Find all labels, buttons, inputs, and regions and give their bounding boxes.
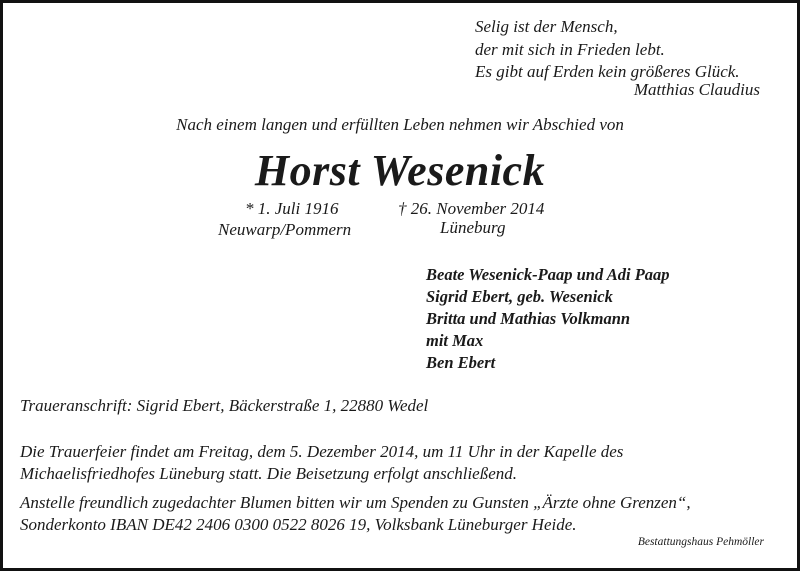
donation-line: Sonderkonto IBAN DE42 2406 0300 0522 8026 19, Volksbank Lüneburger Heide. xyxy=(20,515,577,534)
quote-line: Selig ist der Mensch, xyxy=(475,17,618,36)
donation-line: Anstelle freundlich zugedachter Blumen bitten wir um Spenden zu Gunsten „Ärzte ohne Grenzen“, xyxy=(20,493,691,512)
epigraph-quote xyxy=(475,16,740,84)
funeral-home-credit: Bestattungshaus Pehmöller xyxy=(637,536,764,548)
mourner-name: mit Max xyxy=(426,331,484,350)
birth-date: * 1. Juli 1916 xyxy=(245,199,339,218)
quote-line: der mit sich in Frieden lebt. xyxy=(475,39,665,59)
death-place: Lüneburg xyxy=(440,218,506,237)
intro-text: Nach einem langen und erfüllten Leben nehmen wir Abschied von xyxy=(176,115,624,134)
mourning-address: Traueranschrift: Sigrid Ebert, Bäckerstraße 1, 22880 Wedel xyxy=(20,396,429,415)
mourner-name: Britta und Mathias Volkmann xyxy=(426,309,631,328)
quote-line: Es gibt auf Erden kein größeres Glück. xyxy=(475,62,740,81)
birth-place: Neuwarp/Pommern xyxy=(218,220,352,239)
death-date: † 26. November 2014 xyxy=(398,199,545,218)
mourner-name: Sigrid Ebert, geb. Wesenick xyxy=(426,287,613,306)
mourner-name: Beate Wesenick-Paap und Adi Paap xyxy=(426,265,670,284)
mourners-list xyxy=(426,264,670,374)
funeral-service-notice xyxy=(20,441,623,485)
mourner-name: Ben Ebert xyxy=(426,353,496,372)
deceased-name: Horst Wesenick xyxy=(254,146,546,195)
quote-author: Matthias Claudius xyxy=(633,80,760,99)
donation-notice xyxy=(20,492,691,536)
service-line: Die Trauerfeier findet am Freitag, dem 5. Dezember 2014, um 11 Uhr in der Kapelle des xyxy=(20,442,624,461)
service-line: Michaelisfriedhofes Lüneburg statt. Die Beisetzung erfolgt anschließend. xyxy=(20,464,518,483)
